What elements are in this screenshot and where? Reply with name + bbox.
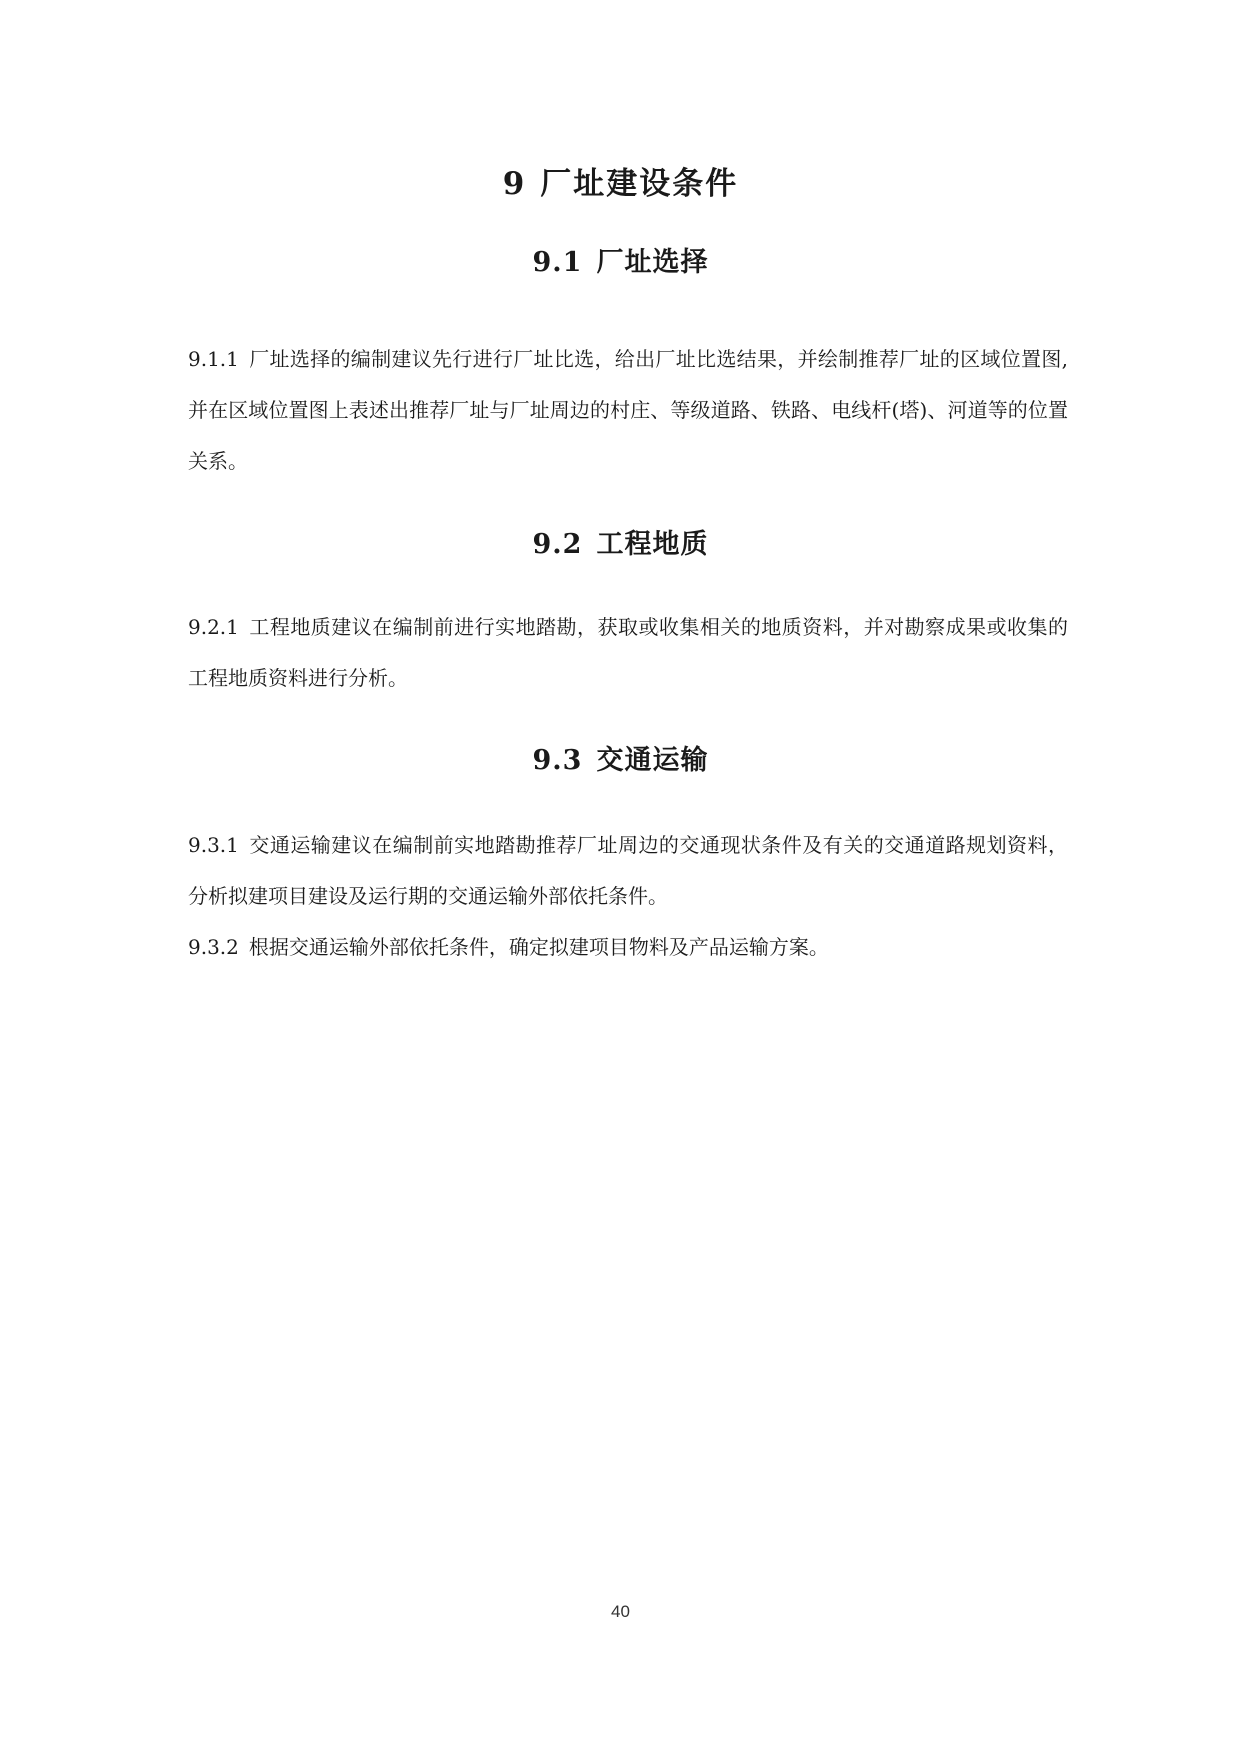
clause-text: 工程地质建议在编制前进行实地踏勘，获取或收集相关的地质资料，并对勘察成果或收集的工程地质资料进行分析。 — [188, 615, 1068, 690]
page-number: 40 — [611, 1602, 630, 1621]
chapter-title-text: 厂址建设条件 — [540, 166, 739, 202]
section-title-text: 交通运输 — [596, 745, 709, 776]
section-title-text: 厂址选择 — [596, 247, 709, 278]
clause-9-1-1 — [188, 334, 1068, 487]
clause-9-3-1 — [188, 820, 1068, 922]
section-number: 9.3 — [532, 745, 583, 776]
section-number: 9.1 — [532, 247, 583, 278]
clause-number: 9.3.2 — [188, 935, 239, 959]
clause-9-3-2 — [188, 922, 1068, 973]
section-title-9-1 — [0, 240, 1241, 279]
clause-number: 9.1.1 — [188, 347, 239, 371]
section-title-text: 工程地质 — [596, 529, 709, 560]
clause-text: 根据交通运输外部依托条件，确定拟建项目物料及产品运输方案。 — [248, 935, 829, 959]
section-title-9-3 — [0, 738, 1241, 777]
section-number: 9.2 — [532, 529, 583, 560]
section-title-9-2 — [0, 522, 1241, 561]
clause-number: 9.2.1 — [188, 615, 239, 639]
clause-9-2-1 — [188, 602, 1068, 704]
clause-text: 交通运输建议在编制前实地踏勘推荐厂址周边的交通现状条件及有关的交通道路规划资料，分析拟建项目建设及运行期的交通运输外部依托条件。 — [188, 833, 1068, 908]
clause-text: 厂址选择的编制建议先行进行厂址比选，给出厂址比选结果，并绘制推荐厂址的区域位置图,并在区域位置图上表述出推荐厂址与厂址周边的村庄、等级道路、铁路、电线杆(塔)、河道等的位置关系。 — [188, 347, 1068, 473]
clause-number: 9.3.1 — [188, 833, 239, 857]
chapter-title — [0, 158, 1241, 203]
chapter-number: 9 — [502, 166, 527, 202]
